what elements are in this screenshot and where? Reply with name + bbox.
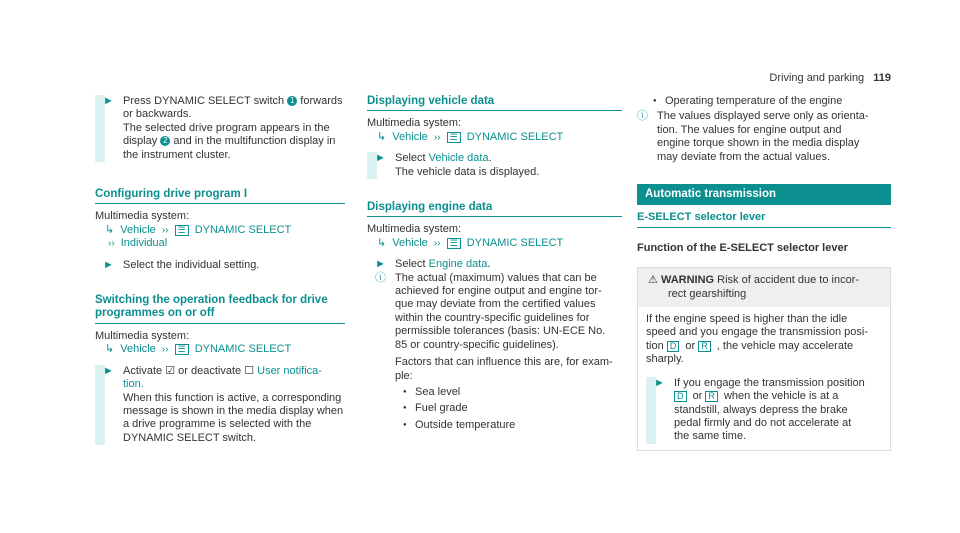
step-arrow-icon: ► (103, 364, 114, 377)
user-notification-link[interactable]: User notifica- (257, 364, 322, 377)
nav-vehicle-link[interactable]: Vehicle (120, 343, 156, 356)
step-press-switch (95, 95, 345, 162)
step-text: Select (395, 152, 426, 165)
list-item: ● Fuel grade (395, 402, 622, 415)
note-text: within the country-specific guidelines for (395, 311, 590, 324)
note-text: The actual (maximum) values that can be (395, 271, 597, 284)
step-text: forwards (300, 95, 343, 107)
step-line (123, 95, 345, 108)
heading-function: Function of the E-SELECT selector lever (637, 241, 848, 254)
dynamic-select-icon: ☰ (447, 238, 461, 249)
marker-1-icon: 1 (287, 96, 297, 106)
step-text: or (692, 390, 703, 403)
step-text: a drive programme is selected with the (123, 418, 312, 431)
heading-vehicle-data: Displaying vehicle data (367, 95, 622, 111)
note-text: que may deviate from the certified values (395, 298, 596, 311)
heading-line: programmes on or off (95, 307, 215, 320)
warning-text: rect gearshifting (668, 287, 747, 300)
section-band-automatic-transmission: Automatic transmission (637, 184, 891, 205)
warning-text: , the vehicle may accelerate (716, 339, 854, 352)
checkbox-checked-icon: ☑ (165, 364, 176, 377)
chevron-right-icon: ›› (433, 131, 441, 143)
step-line (674, 390, 882, 403)
vehicle-data-link[interactable]: Vehicle data (428, 152, 489, 165)
step-text: or backwards. (123, 108, 192, 121)
warning-line (646, 340, 882, 353)
nav-path (367, 131, 622, 144)
step-text: DYNAMIC SELECT switch. (123, 431, 257, 444)
step-text: pedal firmly and do not accelerate at (674, 416, 852, 429)
note-text: permissible tolerances (basis: UN-ECE No. (395, 325, 606, 338)
nav-individual-link[interactable]: Individual (120, 237, 168, 250)
checkbox-empty-icon: ☐ (244, 364, 255, 377)
warning-text: If the engine speed is higher than the idle (646, 313, 848, 326)
multimedia-label: Multimedia system: (95, 210, 190, 223)
step-select-vehicle-data (367, 152, 622, 179)
step-text: standstill, always depress the brake (674, 403, 848, 416)
column-left (95, 95, 345, 445)
multimedia-label: Multimedia system: (367, 117, 462, 130)
subheading-e-select: E-SELECT selector lever (637, 211, 891, 227)
step-text: display (123, 135, 158, 148)
step-text: Select (395, 258, 426, 271)
heading-engine-data: Displaying engine data (367, 201, 622, 217)
gear-r-key: R (698, 341, 711, 352)
warning-text: sharply. (646, 353, 684, 366)
section-title: Driving and parking (769, 72, 865, 84)
warning-body (638, 307, 890, 450)
user-notification-link[interactable]: tion. (123, 378, 144, 391)
gear-r-key: R (705, 391, 718, 402)
dynamic-select-icon: ☰ (175, 344, 189, 355)
nav-path (95, 343, 345, 356)
nav-vehicle-link[interactable]: Vehicle (392, 236, 428, 249)
info-icon: ⓘ (375, 271, 386, 284)
list-item: ● Sea level (395, 386, 622, 399)
engine-data-link[interactable]: Engine data (428, 258, 488, 271)
step-text: Select the individual setting. (123, 258, 260, 271)
chevron-right-icon: ›› (433, 237, 441, 249)
step-line (123, 365, 345, 378)
list-item: ● Outside temperature (395, 419, 622, 432)
step-text: the instrument cluster. (123, 148, 231, 161)
step-text: the same time. (674, 430, 747, 443)
info-icon: ⓘ (637, 110, 648, 123)
path-arrow-icon: ↳ (105, 223, 115, 236)
chevron-right-icon: ›› (161, 344, 169, 356)
path-arrow-icon: ↳ (377, 130, 387, 143)
page-header (769, 72, 891, 84)
warning-text: or (685, 339, 696, 352)
step-text: or deactivate (178, 364, 242, 377)
chevron-right-icon: ›› (161, 224, 169, 236)
warning-box (637, 267, 891, 450)
heading-configuring: Configuring drive program I (95, 188, 345, 204)
step-text: The selected drive program appears in the (123, 121, 330, 134)
step-text: The vehicle data is displayed. (395, 165, 540, 178)
step-arrow-icon: ► (103, 258, 114, 271)
nav-vehicle-link[interactable]: Vehicle (120, 223, 156, 236)
warning-header (638, 268, 890, 307)
nav-path (95, 237, 345, 250)
list-item: ● Operating temperature of the engine (645, 95, 891, 108)
note-text: Factors that can influence this are, for exam- (395, 356, 613, 369)
nav-dynamic-select-link[interactable]: DYNAMIC SELECT (194, 343, 292, 356)
nav-vehicle-link[interactable]: Vehicle (392, 130, 428, 143)
info-note (367, 272, 622, 432)
warning-step (646, 377, 882, 444)
step-arrow-icon: ► (103, 95, 114, 107)
step-line (123, 135, 345, 148)
path-arrow-icon: ↳ (105, 343, 115, 356)
step-select-engine-data (367, 258, 622, 271)
step-line: Select Engine data. (395, 258, 491, 271)
gear-d-key: D (674, 391, 687, 402)
step-activate (95, 365, 345, 445)
step-arrow-icon: ► (375, 258, 386, 271)
nav-path (95, 224, 345, 237)
step-text: message is shown in the media display when (123, 404, 344, 417)
multimedia-label: Multimedia system: (367, 223, 462, 236)
warning-text: Risk of accident due to incor- (717, 274, 860, 287)
note-text: achieved for engine output and engine tor- (395, 285, 602, 298)
dynamic-select-icon: ☰ (175, 225, 189, 236)
step-text: and in the multifunction display in (173, 135, 336, 148)
nav-dynamic-select-link[interactable]: DYNAMIC SELECT (194, 223, 292, 236)
step-select-setting (95, 259, 345, 272)
multimedia-label: Multimedia system: (95, 329, 190, 342)
step-text: when the vehicle is at a (723, 390, 839, 403)
step-arrow-icon: ► (375, 152, 386, 165)
warning-text: speed and you engage the transmission posi- (646, 326, 868, 339)
step-arrow-icon: ► (654, 376, 665, 389)
step-text: If you engage the transmission position (674, 376, 865, 389)
column-right (637, 95, 891, 451)
note-text: may deviate from the actual values. (657, 150, 831, 163)
warning-triangle-icon: ⚠ (648, 274, 658, 287)
note-text: tion. The values for engine output and (657, 123, 842, 136)
dynamic-select-icon: ☰ (447, 132, 461, 143)
page-number: 119 (873, 72, 891, 84)
chevron-right-icon: ›› (108, 238, 115, 250)
gear-d-key: D (667, 341, 680, 352)
step-text: Press DYNAMIC SELECT switch (123, 95, 285, 107)
step-text: When this function is active, a corresponding (123, 391, 342, 404)
warning-title: WARNING (660, 274, 715, 287)
nav-dynamic-select-link[interactable]: DYNAMIC SELECT (466, 236, 564, 249)
marker-2-icon: 2 (160, 136, 170, 146)
nav-dynamic-select-link[interactable]: DYNAMIC SELECT (466, 130, 564, 143)
note-text: engine torque shown in the media display (657, 137, 860, 150)
heading-switching (95, 294, 345, 324)
note-text: 85 or country-specific guidelines). (395, 338, 559, 351)
warning-text: tion (646, 339, 664, 352)
path-arrow-icon: ↳ (377, 236, 387, 249)
nav-path (367, 237, 622, 250)
step-line: Select Vehicle data. (395, 152, 492, 165)
column-middle (367, 95, 622, 432)
note-text: The values displayed serve only as orienta- (657, 110, 869, 123)
heading-line: Switching the operation feedback for drive (95, 294, 328, 307)
step-text: Activate (123, 364, 163, 377)
info-note (637, 110, 891, 164)
note-text: ple: (395, 369, 413, 382)
